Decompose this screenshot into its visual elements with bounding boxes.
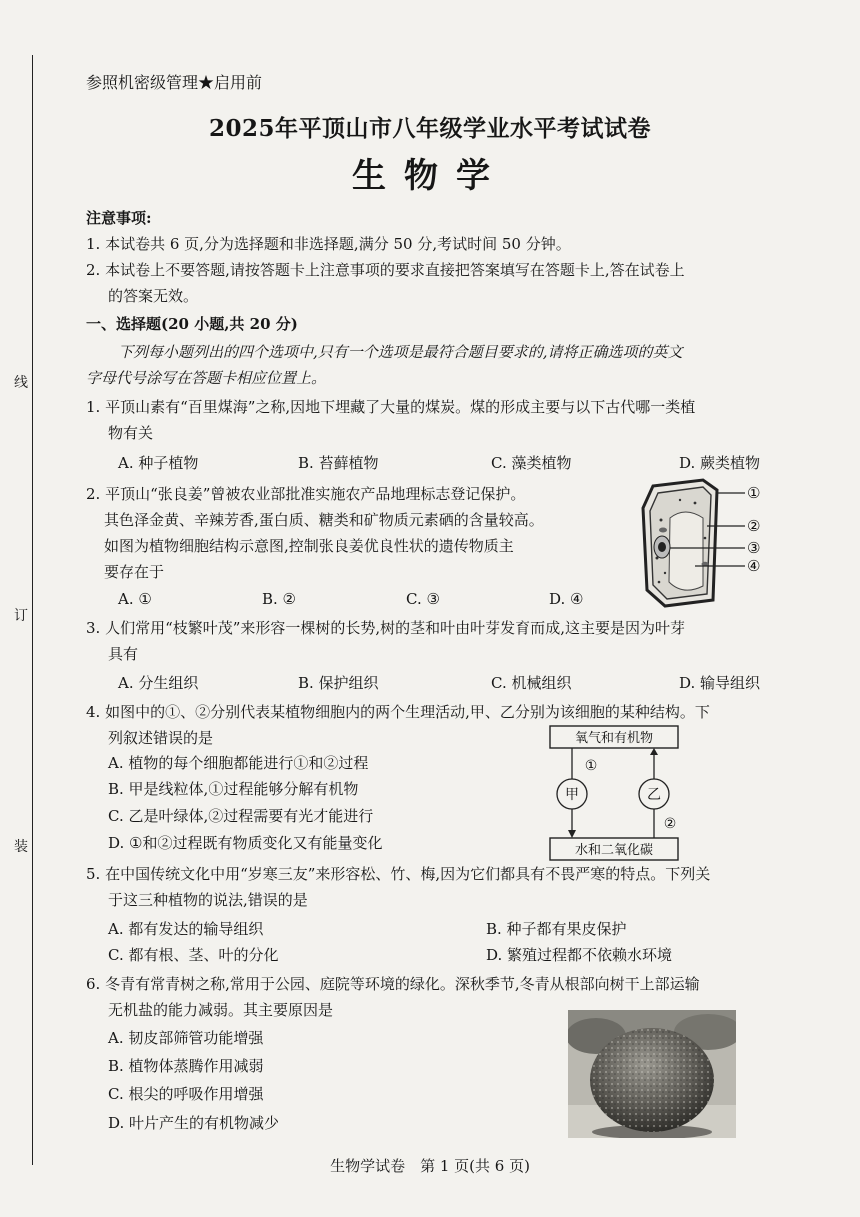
question-3-line-2: 具有: [108, 645, 139, 663]
question-2-line-3: 如图为植物细胞结构示意图,控制张良姜优良性状的遗传物质主: [104, 537, 514, 555]
q5-option-c: C. 都有根、茎、叶的分化: [108, 946, 279, 964]
process-diagram: [545, 722, 695, 864]
cell-label-1: ①: [747, 484, 761, 502]
margin-label-zhuang: 装: [14, 839, 28, 855]
question-3-line-1: 3. 人们常用“枝繁叶茂”来形容一棵树的长势,树的茎和叶由叶芽发育而成,这主要是因为叶芽: [86, 619, 685, 637]
confidentiality-note: 参照机密级管理★启用前: [86, 73, 263, 92]
question-5-line-2: 于这三种植物的说法,错误的是: [108, 891, 308, 909]
question-5-line-1: 5. 在中国传统文化中用“岁寒三友”来形容松、竹、梅,因为它们都具有不畏严寒的特点。下列关: [86, 865, 711, 883]
margin-label-xian: 线: [14, 375, 28, 391]
q6-option-b: B. 植物体蒸腾作用减弱: [108, 1057, 264, 1075]
bottom-box-text: 水和二氧化碳: [574, 843, 654, 858]
question-6-line-1: 6. 冬青有常青树之称,常用于公园、庭院等环境的绿化。深秋季节,冬青从根部向树干上部运输: [86, 975, 700, 993]
notice-item-2-line-2: 的答案无效。: [108, 287, 199, 305]
q2-option-a: A. ①: [118, 590, 152, 608]
q1-option-c: C. 藻类植物: [491, 454, 572, 472]
q3-option-a: A. 分生组织: [118, 674, 199, 692]
q6-option-c: C. 根尖的呼吸作用增强: [108, 1085, 264, 1103]
notice-heading: 注意事项:: [86, 209, 152, 227]
question-1-line-2: 物有关: [108, 424, 154, 442]
binding-line: [32, 55, 33, 1165]
cell-label-3: ③: [747, 539, 761, 557]
q6-option-a: A. 韧皮部筛管功能增强: [108, 1029, 264, 1047]
q4-option-b: B. 甲是线粒体,①过程能够分解有机物: [108, 780, 359, 798]
q2-option-c: C. ③: [406, 590, 440, 608]
notice-item-2-line-1: 2. 本试卷上不要答题,请按答题卡上注意事项的要求直接把答案填写在答题卡上,答在试卷上: [86, 261, 685, 279]
q3-option-d: D. 输导组织: [679, 674, 761, 692]
q5-option-d: D. 繁殖过程都不依赖水环境: [486, 946, 673, 964]
section-1-instruction-line-1: 下列每小题列出的四个选项中,只有一个选项是最符合题目要求的,请将正确选项的英文: [118, 343, 683, 361]
q4-option-a: A. 植物的每个细胞都能进行①和②过程: [108, 754, 369, 772]
circle-jia-label: 甲: [565, 787, 579, 803]
question-2-line-1: 2. 平顶山“张良姜”曾被农业部批准实施农产品地理标志登记保护。: [86, 485, 526, 503]
cell-label-2: ②: [747, 517, 761, 535]
q1-option-d: D. 蕨类植物: [679, 454, 761, 472]
cell-label-4: ④: [747, 557, 761, 575]
question-4-line-1: 4. 如图中的①、②分别代表某植物细胞内的两个生理活动,甲、乙分别为该细胞的某种结构。下: [86, 703, 710, 721]
question-4-line-2: 列叙述错误的是: [108, 729, 214, 747]
circle-yi-label: 乙: [647, 787, 661, 803]
q1-option-a: A. 种子植物: [118, 454, 199, 472]
section-1-heading: 一、选择题(20 小题,共 20 分): [86, 315, 298, 333]
q3-option-b: B. 保护组织: [298, 674, 379, 692]
section-1-instruction-line-2: 字母代号涂写在答题卡相应位置上。: [86, 369, 327, 387]
page-footer: 生物学试卷 第 1 页(共 6 页): [330, 1157, 530, 1175]
top-box-text: 氧气和有机物: [574, 731, 654, 746]
q5-option-a: A. 都有发达的输导组织: [108, 920, 264, 938]
margin-label-ding: 订: [14, 608, 28, 624]
notice-item-1: 1. 本试卷共 6 页,分为选择题和非选择题,满分 50 分,考试时间 50 分钟。: [86, 235, 571, 253]
q4-option-d: D. ①和②过程既有物质变化又有能量变化: [108, 834, 383, 852]
subject-title: 生物学: [352, 156, 508, 196]
exam-title: 2025年平顶山市八年级学业水平考试试卷: [208, 115, 651, 142]
q2-option-b: B. ②: [262, 590, 297, 608]
plant-cell-figure: [625, 478, 790, 613]
q3-option-c: C. 机械组织: [491, 674, 572, 692]
q4-option-c: C. 乙是叶绿体,②过程需要有光才能进行: [108, 807, 374, 825]
process-1-label: ①: [584, 758, 598, 774]
q2-option-d: D. ④: [549, 590, 584, 608]
q1-option-b: B. 苔藓植物: [298, 454, 379, 472]
question-2-line-2: 其色泽金黄、辛辣芳香,蛋白质、糖类和矿物质元素硒的含量较高。: [104, 511, 544, 529]
question-1-line-1: 1. 平顶山素有“百里煤海”之称,因地下埋藏了大量的煤炭。煤的形成主要与以下古代哪一类植: [86, 398, 696, 416]
question-6-line-2: 无机盐的能力减弱。其主要原因是: [108, 1001, 334, 1019]
q5-option-b: B. 种子都有果皮保护: [486, 920, 627, 938]
q6-option-d: D. 叶片产生的有机物减少: [108, 1114, 280, 1132]
process-2-label: ②: [663, 816, 677, 832]
holly-shrub-photo: [568, 1010, 736, 1138]
question-2-line-4: 要存在于: [104, 563, 165, 581]
